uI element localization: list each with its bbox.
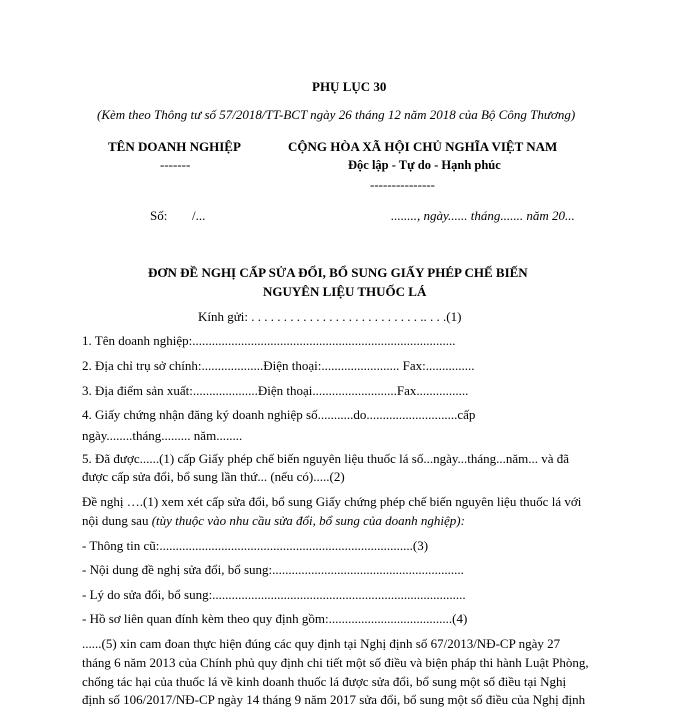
item-existing-license-line2: được cấp sửa đổi, bổ sung lần thứ... (nếu có).....(2) bbox=[82, 469, 345, 484]
country-name: CỘNG HÒA XÃ HỘI CHỦ NGHĨA VIỆT NAM bbox=[288, 139, 558, 154]
item-business-certificate-line1: 4. Giấy chứng nhận đăng ký doanh nghiệp số...........do............................cấp bbox=[82, 407, 476, 422]
enterprise-name: TÊN DOANH NGHIỆP bbox=[108, 139, 241, 154]
request-line2 bbox=[82, 513, 465, 529]
request-line1: Đề nghị ….(1) xem xét cấp sửa đổi, bổ sung Giấy chứng phép chế biến nguyên liệu thuốc lá với bbox=[82, 494, 582, 509]
item-head-office: 2. Địa chỉ trụ sở chính:...................Điện thoại:........................ Fax:............... bbox=[82, 358, 475, 373]
item-production-site: 3. Địa điểm sản xuất:....................Điện thoại..........................Fax................ bbox=[82, 383, 469, 398]
document-date: ........, ngày...... tháng....... năm 20... bbox=[391, 208, 575, 223]
bullet-amendment-reason: - Lý do sửa đổi, bổ sung:.............................................................................. bbox=[82, 587, 466, 602]
appendix-subtitle: (Kèm theo Thông tư số 57/2018/TT-BCT ngày 26 tháng 12 năm 2018 của Bộ Công Thương) bbox=[97, 107, 576, 122]
request-line2-note: (tùy thuộc vào nhu cầu sửa đổi, bổ sung của doanh nghiệp): bbox=[151, 513, 465, 528]
bullet-old-info: - Thông tin cũ:..............................................................................(3) bbox=[82, 538, 429, 553]
commitment-line4: định số 106/2017/NĐ-CP ngày 14 tháng 9 năm 2017 sửa đổi, bổ sung một số điều của Nghị định bbox=[82, 692, 586, 707]
enterprise-dash: ------- bbox=[160, 157, 191, 172]
document-title-line1: ĐƠN ĐỀ NGHỊ CẤP SỬA ĐỔI, BỔ SUNG GIẤY PHÉP CHẾ BIẾN bbox=[148, 265, 528, 280]
commitment-line3: chống tác hại của thuốc lá về kinh doanh thuốc lá được sửa đổi, bổ sung một số điều tại Nghị bbox=[82, 674, 567, 689]
request-line2-text: nội dung sau bbox=[82, 513, 152, 528]
document-number-label: Số: bbox=[150, 208, 168, 223]
commitment-line1: ......(5) xin cam đoan thực hiện đúng các quy định tại Nghị định số 67/2013/NĐ-CP ngày 27 bbox=[82, 636, 561, 651]
item-enterprise-name: 1. Tên doanh nghiệp:................................................................................. bbox=[82, 333, 456, 348]
commitment-line2: tháng 6 năm 2013 của Chính phủ quy định chi tiết một số điều và biện pháp thi hành Luật Phòng, bbox=[82, 655, 589, 670]
recipient-line: Kính gửi: . . . . . . . . . . . . . . . . . . . . . . . . . . .. . . .(1) bbox=[198, 309, 462, 324]
national-motto: Độc lập - Tự do - Hạnh phúc bbox=[348, 158, 501, 172]
document-number-value: /... bbox=[192, 208, 206, 223]
item-existing-license-line1: 5. Đã được......(1) cấp Giấy phép chế biến nguyên liệu thuốc lá số...ngày...tháng...năm... và đã bbox=[82, 451, 570, 466]
bullet-attached-documents: - Hồ sơ liên quan đính kèm theo quy định gồm:......................................(4) bbox=[82, 611, 468, 626]
appendix-title: PHỤ LỤC 30 bbox=[312, 79, 387, 94]
motto-dash: --------------- bbox=[370, 177, 435, 192]
document-title-line2: NGUYÊN LIỆU THUỐC LÁ bbox=[263, 284, 427, 299]
bullet-amendment-content: - Nội dung đề nghị sửa đổi, bổ sung:........................................................... bbox=[82, 562, 464, 577]
item-business-certificate-line2: ngày........tháng......... năm........ bbox=[82, 428, 243, 443]
